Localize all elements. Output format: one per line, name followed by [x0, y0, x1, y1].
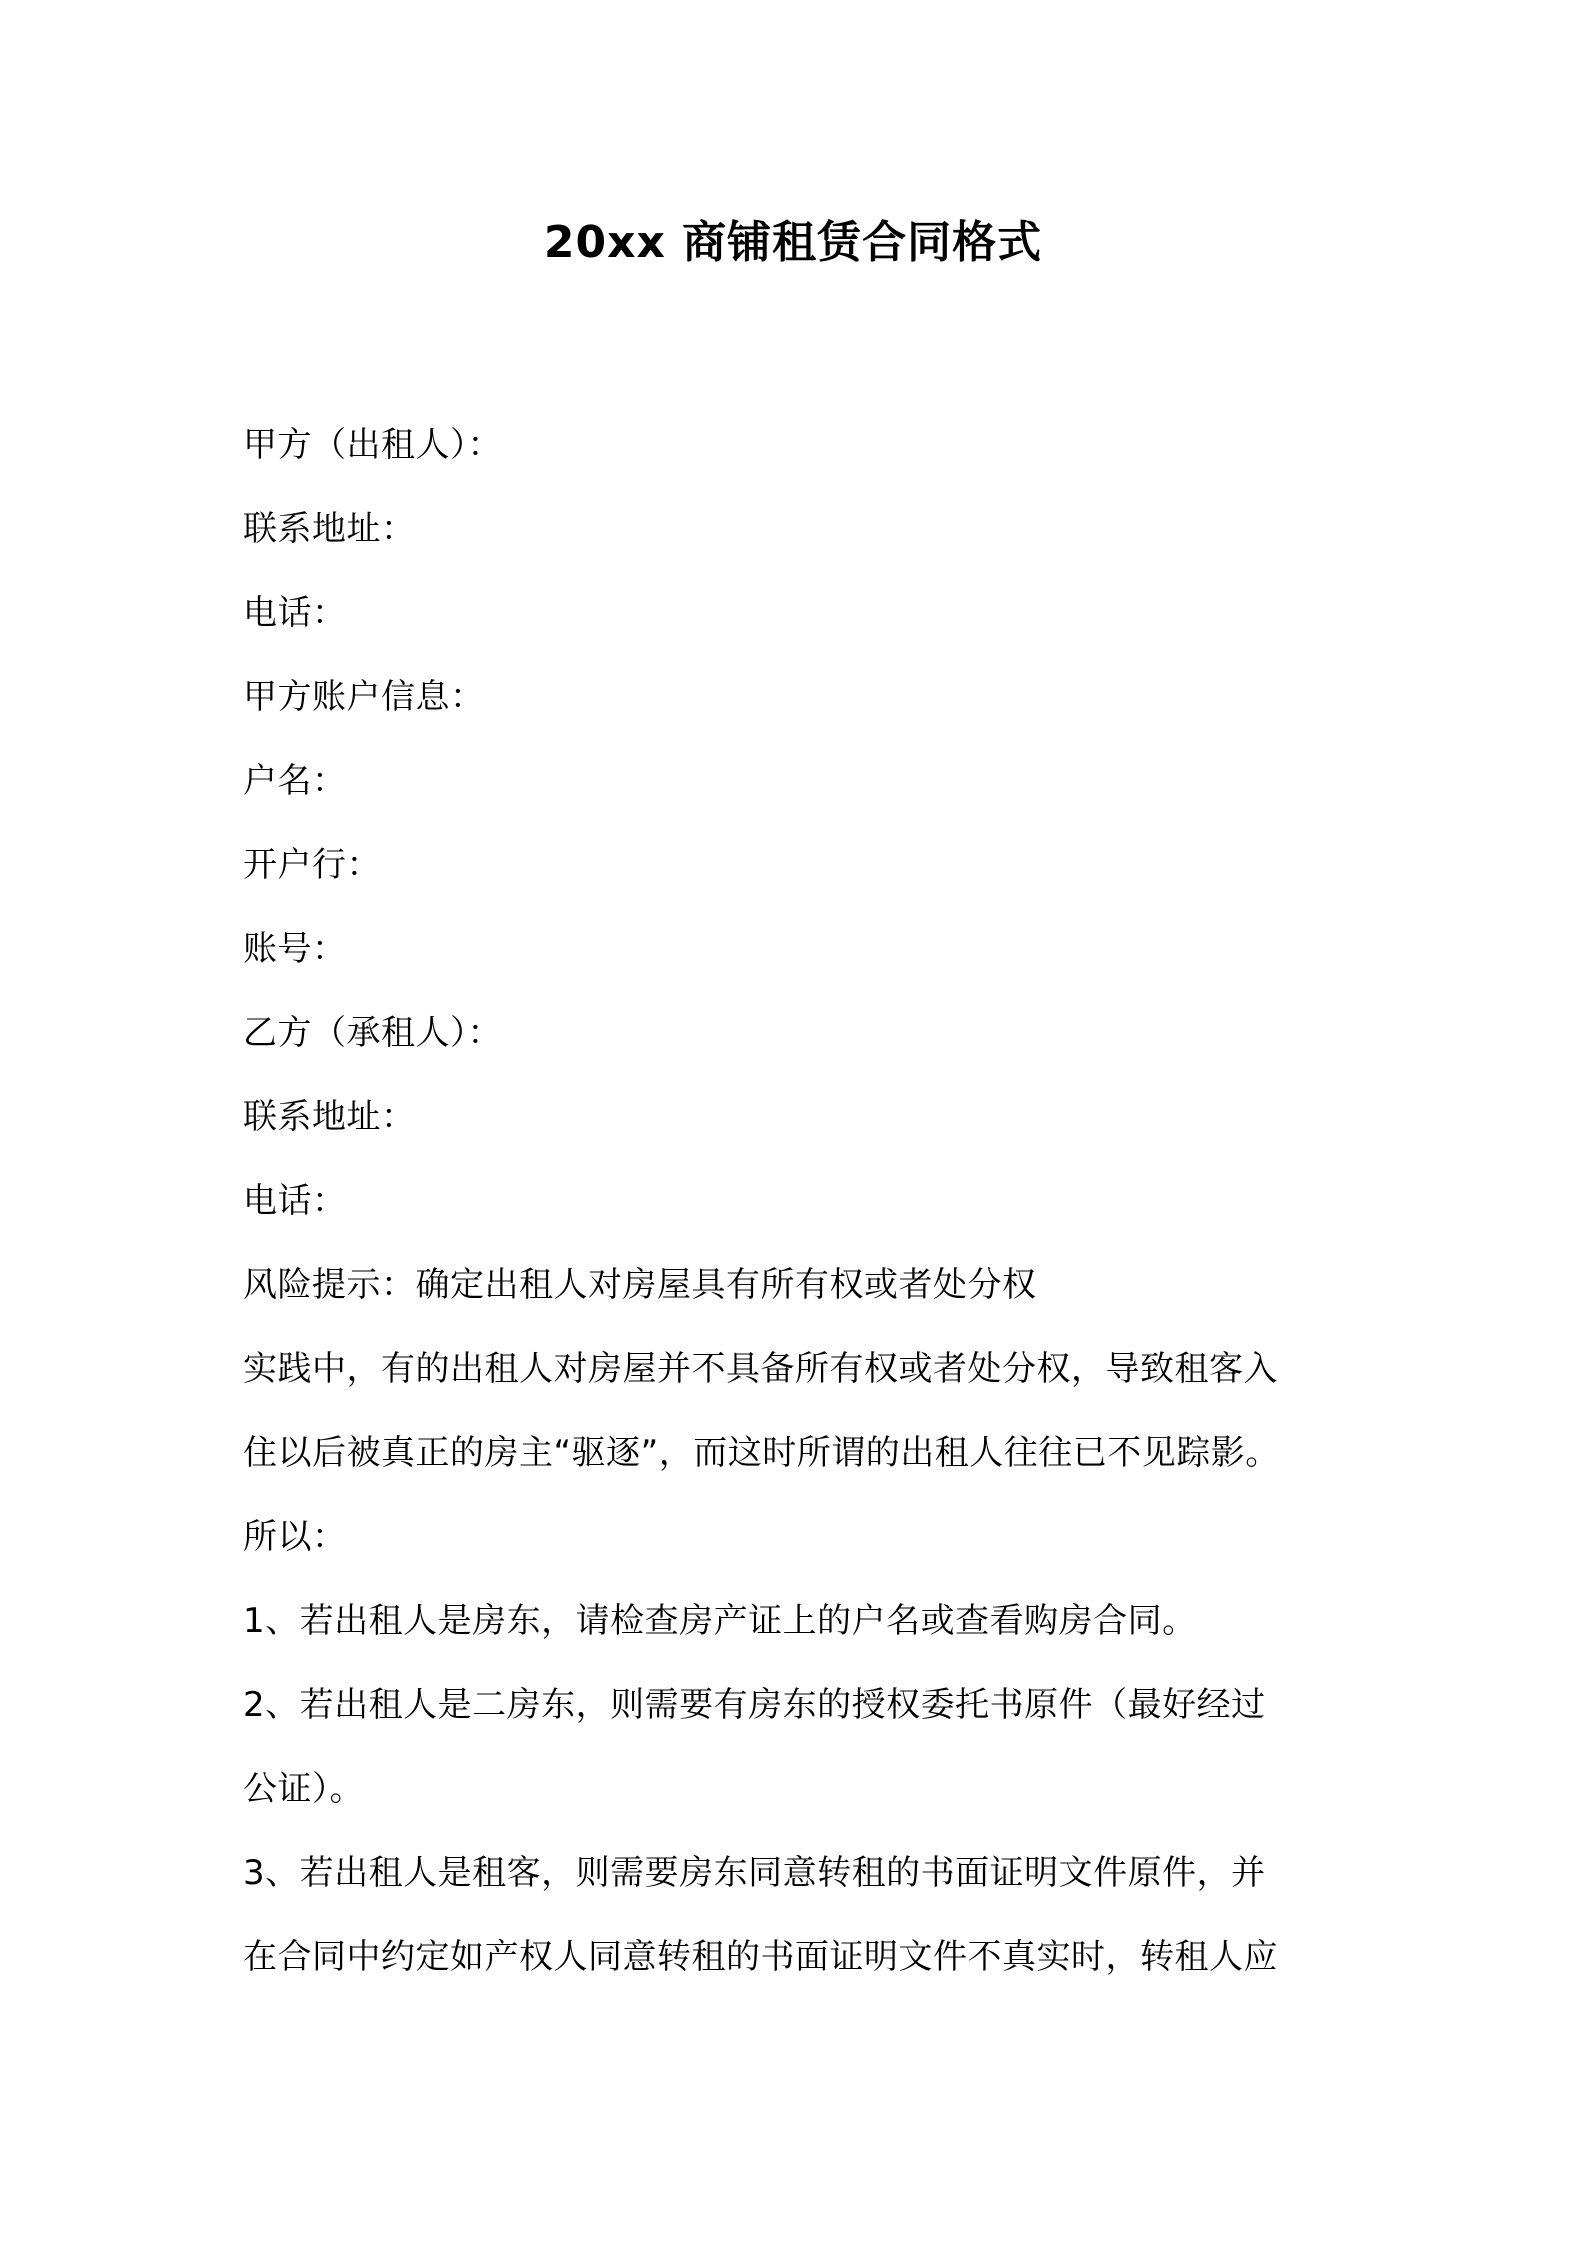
document-title: 20xx 商铺租赁合同格式 [543, 217, 1043, 268]
list-item-3-continued: 在合同中约定如产权人同意转租的书面证明文件不真实时，转租人应 [243, 1937, 1278, 1977]
paragraph-line: 住以后被真正的房主“驱逐”，而这时所谓的出租人往往已不见踪影。 [243, 1433, 1280, 1473]
list-item-1: 1、若出租人是房东，请检查房产证上的户名或查看购房合同。 [243, 1601, 1197, 1641]
paragraph-line: 实践中，有的出租人对房屋并不具备所有权或者处分权，导致租客入 [243, 1349, 1278, 1389]
paragraph-line: 所以： [243, 1517, 347, 1557]
list-item-3: 3、若出租人是租客，则需要房东同意转租的书面证明文件原件，并 [243, 1853, 1266, 1893]
party-a-address-label: 联系地址： [243, 509, 416, 549]
party-b-address-label: 联系地址： [243, 1097, 416, 1137]
list-item-2-continued: 公证）。 [243, 1769, 364, 1809]
party-a-phone-label: 电话： [243, 593, 347, 633]
account-number-label: 账号： [243, 929, 347, 969]
list-item-2: 2、若出租人是二房东，则需要有房东的授权委托书原件（最好经过 [243, 1685, 1266, 1725]
bank-branch-label: 开户行： [243, 845, 381, 885]
document-body [243, 403, 1373, 1999]
party-a-lessor-label: 甲方（出租人）： [243, 425, 502, 465]
account-name-label: 户名： [243, 761, 347, 801]
risk-notice-heading: 风险提示：确定出租人对房屋具有所有权或者处分权 [243, 1265, 1037, 1305]
party-b-phone-label: 电话： [243, 1181, 347, 1221]
party-b-lessee-label: 乙方（承租人）： [243, 1013, 502, 1053]
party-a-account-info-label: 甲方账户信息： [243, 677, 485, 717]
